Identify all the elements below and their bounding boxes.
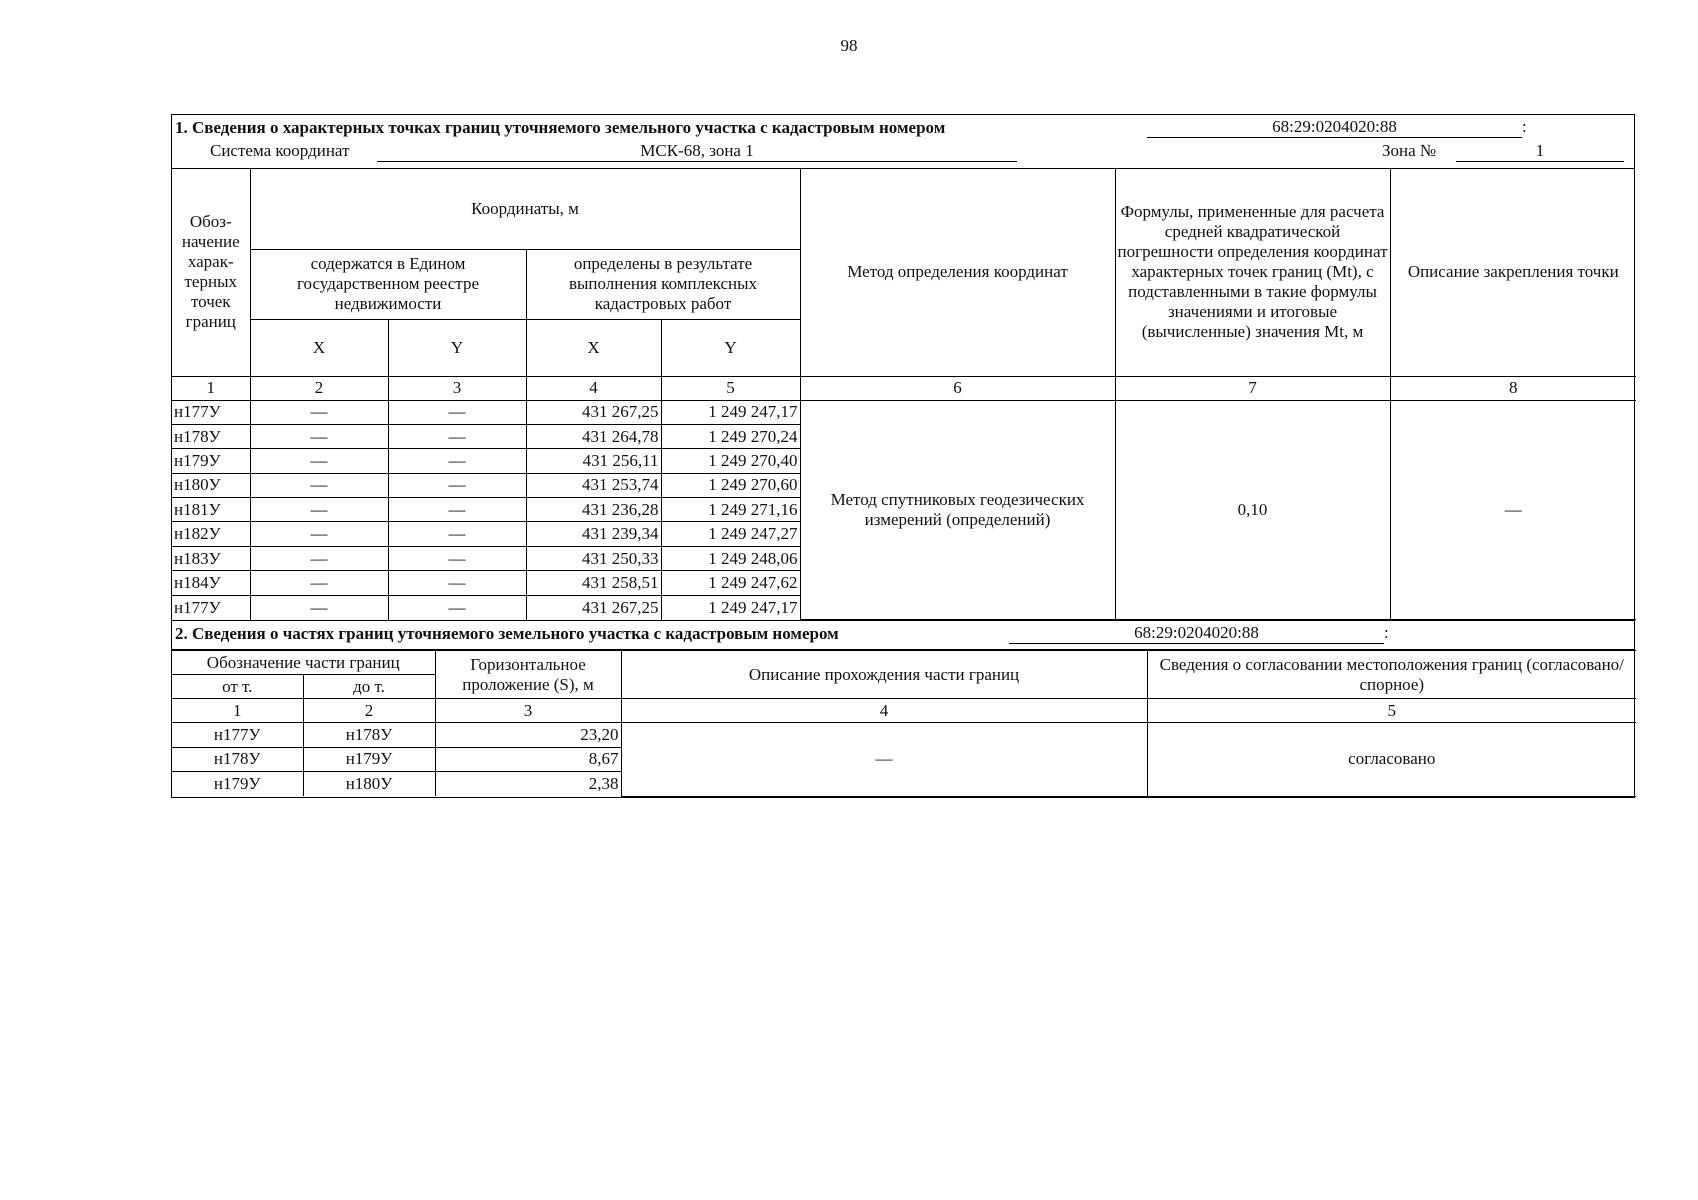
header-fixing: Описание закрепления точки <box>1390 169 1636 376</box>
horizontal-distance: 23,20 <box>435 723 621 748</box>
point-name: н177У <box>172 400 250 424</box>
coord-y: 1 249 270,24 <box>661 424 800 448</box>
to-point: н180У <box>303 772 435 797</box>
reg-y: — <box>388 522 526 546</box>
section2-cadastral-number: 68:29:0204020:88 <box>1009 623 1384 644</box>
parts-table <box>172 650 1636 797</box>
page-number: 98 <box>840 36 858 55</box>
coord-x: 431 258,51 <box>526 571 661 595</box>
section1-colon: : <box>1522 117 1527 136</box>
section1-header <box>172 115 1634 169</box>
points-table <box>172 169 1636 620</box>
point-name: н182У <box>172 522 250 546</box>
reg-x: — <box>250 498 388 522</box>
reg-x: — <box>250 449 388 473</box>
header-det-x: X <box>526 319 661 376</box>
col-number: 3 <box>388 376 526 400</box>
point-name: н183У <box>172 546 250 570</box>
to-point: н178У <box>303 723 435 748</box>
point-name: н178У <box>172 424 250 448</box>
reg-x: — <box>250 595 388 619</box>
coord-x: 431 267,25 <box>526 400 661 424</box>
col-number: 5 <box>661 376 800 400</box>
reg-x: — <box>250 473 388 497</box>
col-number: 1 <box>172 699 303 723</box>
from-point: н178У <box>172 747 303 772</box>
to-point: н179У <box>303 747 435 772</box>
horizontal-distance: 2,38 <box>435 772 621 797</box>
coord-y: 1 249 247,17 <box>661 595 800 619</box>
point-name: н179У <box>172 449 250 473</box>
reg-x: — <box>250 546 388 570</box>
point-name: н180У <box>172 473 250 497</box>
coord-y: 1 249 247,27 <box>661 522 800 546</box>
reg-y: — <box>388 571 526 595</box>
col-number: 1 <box>172 376 250 400</box>
reg-y: — <box>388 595 526 619</box>
coord-x: 431 239,34 <box>526 522 661 546</box>
col-number: 6 <box>800 376 1115 400</box>
header-method: Метод определения координат <box>800 169 1115 376</box>
point-name: н181У <box>172 498 250 522</box>
header-horizontal: Горизонтальное проложение (S), м <box>435 651 621 699</box>
reg-x: — <box>250 400 388 424</box>
header-coordinates: Координаты, м <box>250 169 800 249</box>
coord-y: 1 249 248,06 <box>661 546 800 570</box>
header-reg-y: Y <box>388 319 526 376</box>
zone-value: 1 <box>1456 141 1624 162</box>
description-value: — <box>621 723 1147 797</box>
reg-y: — <box>388 473 526 497</box>
coord-y: 1 249 271,16 <box>661 498 800 522</box>
cadastral-sheet <box>171 114 1635 798</box>
reg-x: — <box>250 522 388 546</box>
coord-x: 431 236,28 <box>526 498 661 522</box>
header-designation: Обоз-начение харак-терных точек границ <box>172 169 250 376</box>
point-name: н177У <box>172 595 250 619</box>
table-row <box>172 723 1636 748</box>
reg-y: — <box>388 424 526 448</box>
col-number: 2 <box>303 699 435 723</box>
coord-y: 1 249 270,60 <box>661 473 800 497</box>
horizontal-distance: 8,67 <box>435 747 621 772</box>
reg-y: — <box>388 449 526 473</box>
from-point: н177У <box>172 723 303 748</box>
col-number: 5 <box>1147 699 1636 723</box>
header-det-y: Y <box>661 319 800 376</box>
header-part-designation: Обозначение части границ <box>172 651 435 675</box>
header-to: до т. <box>303 675 435 699</box>
header-formulas: Формулы, примененные для расчета средней квадратической погрешности определения координат характерных точек границ (Mt), с подставленными в такие формулы значениями и итоговые (вычисленные) значения Mt, м <box>1115 169 1390 376</box>
coord-x: 431 264,78 <box>526 424 661 448</box>
header-reg-x: X <box>250 319 388 376</box>
col-number: 4 <box>526 376 661 400</box>
agreement-value: согласовано <box>1147 723 1636 797</box>
header-in-registry: содержатся в Едином государственном реестре недвижимости <box>250 249 526 319</box>
col-number: 2 <box>250 376 388 400</box>
col-number: 4 <box>621 699 1147 723</box>
coord-y: 1 249 247,17 <box>661 400 800 424</box>
coord-x: 431 256,11 <box>526 449 661 473</box>
section1-cadastral-number: 68:29:0204020:88 <box>1147 117 1522 138</box>
col-number: 3 <box>435 699 621 723</box>
section2-colon: : <box>1384 623 1389 643</box>
coord-system-label: Система координат <box>210 141 350 160</box>
table-row <box>172 400 1636 424</box>
from-point: н179У <box>172 772 303 797</box>
section2-header <box>172 620 1634 650</box>
mt-value: 0,10 <box>1115 400 1390 620</box>
reg-y: — <box>388 400 526 424</box>
header-agreement: Сведения о согласовании местоположения границ (согласовано/спорное) <box>1147 651 1636 699</box>
reg-y: — <box>388 498 526 522</box>
col-number: 8 <box>1390 376 1636 400</box>
header-from: от т. <box>172 675 303 699</box>
reg-x: — <box>250 571 388 595</box>
coord-y: 1 249 247,62 <box>661 571 800 595</box>
coord-x: 431 250,33 <box>526 546 661 570</box>
coord-x: 431 267,25 <box>526 595 661 619</box>
header-description: Описание прохождения части границ <box>621 651 1147 699</box>
zone-label: Зона № <box>1382 141 1437 160</box>
coord-x: 431 253,74 <box>526 473 661 497</box>
section1-title: 1. Сведения о характерных точках границ уточняемого земельного участка с кадастровым номером <box>175 118 946 137</box>
section2-title: 2. Сведения о частях границ уточняемого земельного участка с кадастровым номером <box>175 624 839 644</box>
fixing-value: — <box>1390 400 1636 620</box>
coord-system-value: МСК-68, зона 1 <box>377 141 1017 162</box>
col-number: 7 <box>1115 376 1390 400</box>
header-determined: определены в результате выполнения комплексных кадастровых работ <box>526 249 800 319</box>
coord-y: 1 249 270,40 <box>661 449 800 473</box>
reg-x: — <box>250 424 388 448</box>
reg-y: — <box>388 546 526 570</box>
method-value: Метод спутниковых геодезических измерений (определений) <box>800 400 1115 620</box>
point-name: н184У <box>172 571 250 595</box>
